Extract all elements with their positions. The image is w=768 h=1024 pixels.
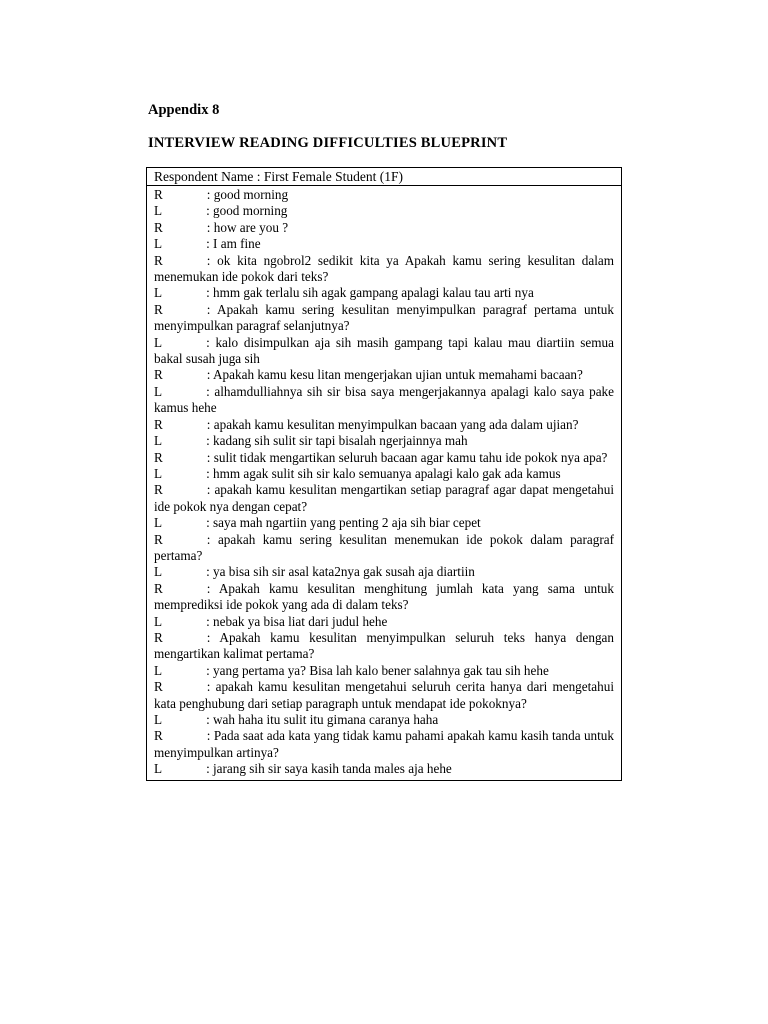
utterance: : sulit tidak mengartikan seluruh bacaan agar kamu tahu ide pokok nya apa? bbox=[206, 449, 608, 465]
utterance: : hmm gak terlalu sih agak gampang apalagi kalau tau arti nya bbox=[206, 285, 534, 301]
utterance: : good morning bbox=[206, 187, 289, 202]
speaker-label: L bbox=[154, 465, 163, 481]
transcript-row bbox=[154, 630, 614, 663]
utterance: : kalo disimpulkan aja sih masih gampang tapi kalau mau diartiin semua bakal susah juga sih bbox=[154, 334, 614, 367]
speaker-label: R bbox=[154, 482, 163, 498]
transcript-row bbox=[154, 450, 614, 466]
speaker-label: L bbox=[154, 613, 163, 629]
utterance: : alhamdulliahnya sih sir bisa saya mengerjakannya apalagi kalo saya pake kamus hehe bbox=[154, 383, 614, 416]
transcript-row bbox=[154, 564, 614, 580]
utterance: : ya bisa sih sir asal kata2nya gak susah aja diartiin bbox=[206, 564, 475, 580]
speaker-label: L bbox=[154, 383, 163, 399]
speaker-label: R bbox=[154, 367, 163, 383]
utterance: : Apakah kamu sering kesulitan menyimpulkan paragraf pertama untuk menyimpulkan paragraf selanjutnya? bbox=[154, 301, 614, 334]
speaker-label: L bbox=[154, 203, 163, 219]
speaker-label: L bbox=[154, 334, 163, 350]
interview-table bbox=[146, 167, 622, 781]
transcript-row bbox=[154, 367, 614, 383]
transcript-row bbox=[154, 335, 614, 368]
utterance: : jarang sih sir saya kasih tanda males aja hehe bbox=[206, 761, 452, 777]
transcript-row bbox=[154, 433, 614, 449]
transcript-row bbox=[154, 712, 614, 728]
utterance: : hmm agak sulit sih sir kalo semuanya apalagi kalo gak ada kamus bbox=[206, 465, 561, 481]
speaker-label: R bbox=[154, 449, 163, 465]
speaker-label: L bbox=[154, 433, 163, 449]
transcript-row bbox=[154, 728, 614, 761]
utterance: : Apakah kamu kesu litan mengerjakan ujian untuk memahami bacaan? bbox=[206, 367, 583, 383]
transcript-row bbox=[154, 285, 614, 301]
utterance: : Apakah kamu kesulitan menghitung jumlah kata yang sama untuk memprediksi ide pokok yang ada di dalam teks? bbox=[154, 580, 614, 613]
transcript-rows bbox=[147, 186, 621, 780]
utterance: : apakah kamu kesulitan mengetahui seluruh cerita hanya dari mengetahui kata penghubung dari setiap paragraph untuk mendapat ide pokoknya? bbox=[154, 679, 614, 711]
transcript-row bbox=[154, 532, 614, 565]
utterance: : apakah kamu sering kesulitan menemukan ide pokok dalam paragraf pertama? bbox=[154, 531, 614, 563]
utterance: : apakah kamu kesulitan menyimpulkan bacaan yang ada dalam ujian? bbox=[206, 416, 579, 432]
transcript-row bbox=[154, 253, 614, 286]
utterance: : saya mah ngartiin yang penting 2 aja sih biar cepet bbox=[206, 515, 481, 531]
speaker-label: L bbox=[154, 236, 163, 252]
transcript-row bbox=[154, 187, 614, 203]
utterance: : wah haha itu sulit itu gimana caranya haha bbox=[206, 712, 439, 727]
speaker-label: L bbox=[154, 285, 163, 301]
appendix-label: Appendix 8 bbox=[148, 102, 220, 118]
speaker-label: R bbox=[154, 416, 163, 432]
utterance: : good morning bbox=[206, 203, 288, 219]
speaker-label: L bbox=[154, 712, 163, 727]
document-title: INTERVIEW READING DIFFICULTIES BLUEPRINT bbox=[148, 135, 508, 151]
speaker-label: R bbox=[154, 531, 163, 547]
utterance: : nebak ya bisa liat dari judul hehe bbox=[206, 613, 388, 629]
speaker-label: R bbox=[154, 301, 163, 317]
speaker-label: R bbox=[154, 679, 163, 695]
speaker-label: L bbox=[154, 662, 163, 678]
speaker-label: L bbox=[154, 564, 163, 580]
speaker-label: R bbox=[154, 728, 163, 744]
speaker-label: R bbox=[154, 252, 163, 268]
utterance: : how are you ? bbox=[206, 219, 289, 235]
utterance: : ok kita ngobrol2 sedikit kita ya Apakah kamu sering kesulitan dalam menemukan ide pokok dari teks? bbox=[154, 252, 614, 285]
utterance: : apakah kamu kesulitan mengartikan setiap paragraf agar dapat mengetahui ide pokok nya dengan cepat? bbox=[154, 482, 614, 514]
transcript-row bbox=[154, 679, 614, 712]
transcript-row bbox=[154, 663, 614, 679]
utterance: : I am fine bbox=[206, 236, 261, 252]
respondent-header: Respondent Name : First Female Student (1F) bbox=[147, 168, 621, 186]
transcript-row bbox=[154, 515, 614, 531]
transcript-row bbox=[154, 614, 614, 630]
utterance: : Apakah kamu kesulitan menyimpulkan seluruh teks hanya dengan mengartikan kalimat pertama? bbox=[154, 629, 614, 662]
speaker-label: R bbox=[154, 580, 163, 596]
speaker-label: R bbox=[154, 187, 163, 202]
transcript-row bbox=[154, 482, 614, 515]
utterance: : kadang sih sulit sir tapi bisalah ngerjainnya mah bbox=[206, 433, 468, 449]
transcript-row bbox=[154, 761, 614, 777]
transcript-row bbox=[154, 417, 614, 433]
speaker-label: L bbox=[154, 761, 163, 777]
transcript-row bbox=[154, 466, 614, 482]
transcript-row bbox=[154, 581, 614, 614]
speaker-label: L bbox=[154, 515, 163, 531]
transcript-row bbox=[154, 236, 614, 252]
transcript-row bbox=[154, 384, 614, 417]
speaker-label: R bbox=[154, 629, 163, 645]
speaker-label: R bbox=[154, 219, 163, 235]
utterance: : yang pertama ya? Bisa lah kalo bener salahnya gak tau sih hehe bbox=[206, 662, 549, 678]
transcript-row bbox=[154, 220, 614, 236]
utterance: : Pada saat ada kata yang tidak kamu pahami apakah kamu kasih tanda untuk menyimpulkan artinya? bbox=[154, 728, 614, 760]
transcript-row bbox=[154, 302, 614, 335]
transcript-row bbox=[154, 203, 614, 219]
